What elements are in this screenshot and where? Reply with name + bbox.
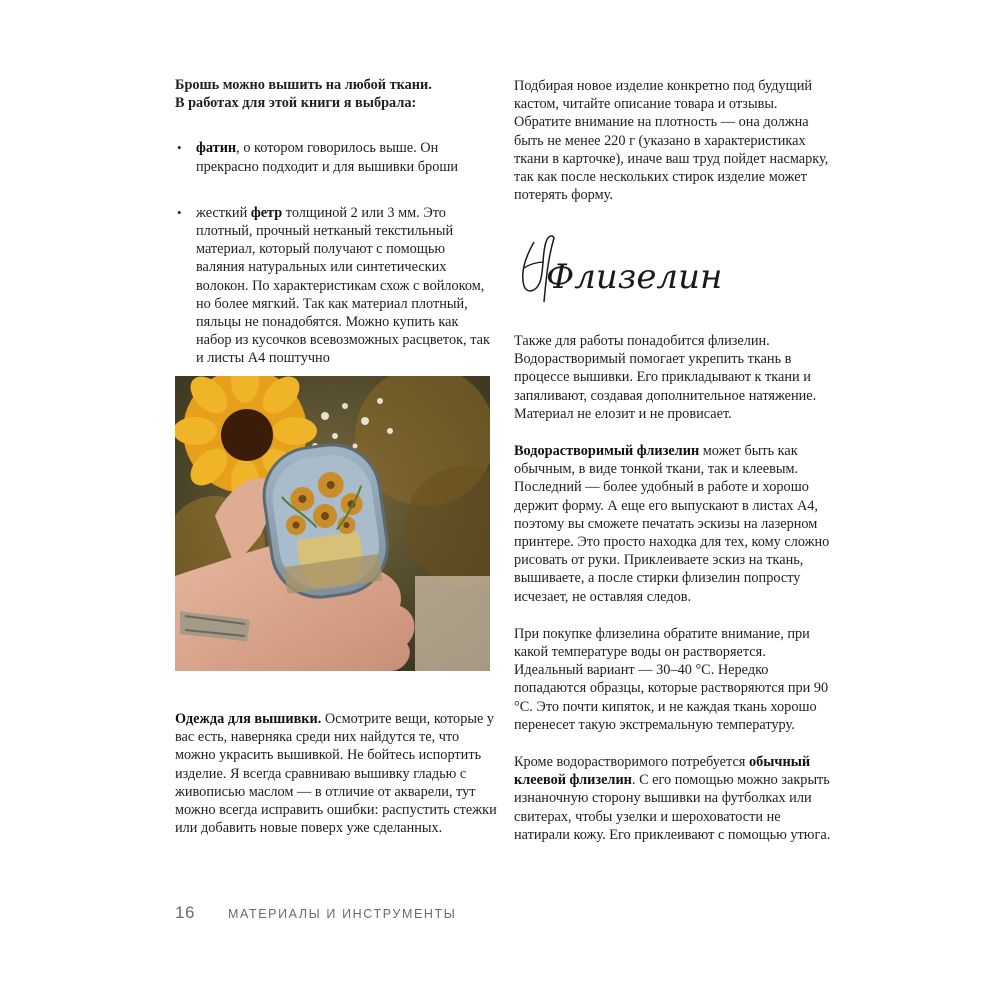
heading-text: Флизелин (546, 257, 723, 297)
list-item-term: фатин (196, 140, 237, 157)
page-footer (175, 903, 675, 927)
right-column (514, 77, 836, 204)
flizelin-paragraph-2-term: Водорастворимый флизелин (514, 443, 700, 460)
list-item-term: фетр (250, 204, 283, 221)
list-item-text: , о котором говорилось выше. Он прекрасно подходит и для вышивки броши (196, 140, 459, 175)
script-heading-icon (516, 228, 836, 308)
clothes-heading: Одежда для вышивки. (175, 711, 322, 727)
clothes-paragraph (175, 710, 497, 837)
list-item (175, 204, 497, 368)
section-heading (516, 228, 836, 308)
clothes-text: Осмотрите вещи, которые у вас есть, наверняка среди них найдутся те, что можно украсить вышивкой. Не бойтесь испортить изделие. Я всегда сравниваю вышивку гладью с живописью маслом — в отличие от акварели, тут можно всегда исправить ошибки: распустить стежки или добавить новые поверх уже сделанных. (175, 711, 497, 837)
flizelin-paragraph-3: При покупке флизелина обратите внимание, при какой температуре воды он растворяется. Идеальный вариант — 30–40 °С. Нередко попадаются образцы, которые растворяются при 90 °С. Это почти кипяток, и не каждая ткань хорошо перенесет такую экстремальную температуру. (514, 625, 829, 733)
flizelin-paragraph-4-term: обычный клеевой флизелин (514, 754, 811, 789)
flizelin-paragraph-4-prefix: Кроме водорастворимого потребуется (514, 754, 749, 771)
flizelin-paragraph-1: Также для работы понадобится флизелин. Водорастворимый помогает укрепить ткань в процессе вышивки. Его прикладывают к ткани и запяливают, создавая дополнительное натяжение. Материал не елозит и не провисает. (514, 333, 817, 422)
photo-illustration-icon (175, 376, 490, 671)
embroidered-brooch-photo (175, 376, 490, 671)
flizelin-section (514, 332, 836, 844)
lead-line-2: В работах для этой книги я выбрала: (175, 95, 417, 112)
fabric-list (175, 139, 497, 367)
list-item (175, 139, 497, 175)
flizelin-paragraph-2-text: может быть как обычным, в виде тонкой ткани, так и клеевым. Последний — более удобный в работе и хорошо держит форму. А еще его выпускают в листах А4, поэтому вы сможете печатать эскизы на лазерном принтере. Это просто находка для тех, кому сложно рисовать от руки. Приклеиваете эскиз на ткань, вышиваете, а после стирки флизелин попросту исчезает, не оставляя следов. (514, 443, 830, 605)
flizelin-paragraph-4-text: . С его помощью можно закрыть изнаночную сторону вышивки на футболках или свитерах, чтобы узелки и шероховатости не натирали кожу. Его приклеивают с помощью утюга. (514, 772, 831, 843)
left-column (175, 76, 497, 368)
running-section-title: МАТЕРИАЛЫ И ИНСТРУМЕНТЫ (228, 907, 457, 921)
lead-line-1: Брошь можно вышить на любой ткани. (175, 77, 432, 93)
intro-paragraph: Подбирая новое изделие конкретно под будущий кастом, читайте описание товара и отзывы. Обратите внимание на плотность — она должна быть не менее 220 г (указано в характеристиках ткани в карточке), иначе ваш труд пойдет насмарку, так как после нескольких стирок изделие может потерять форму. (514, 78, 829, 204)
list-item-text: толщиной 2 или 3 мм. Это плотный, прочный нетканый текстильный материал, который получают с помощью валяния натуральных или синтетических волокон. По характеристикам схож с войлоком, но более мягкий. Так как материал плотный, пяльцы не понадобятся. Можно купить как набор из кусочков всевозможных расцветок, так и листы А4 поштучно (196, 204, 490, 367)
page-number: 16 (175, 903, 195, 922)
list-item-prefix: жесткий (196, 204, 251, 221)
